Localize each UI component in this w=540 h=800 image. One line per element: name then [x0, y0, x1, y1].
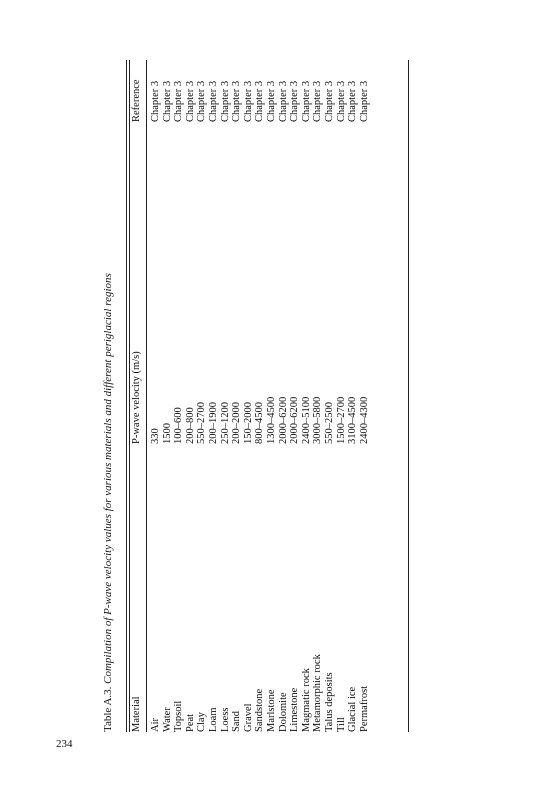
cell-material: Limestone [289, 687, 301, 732]
table-row [231, 60, 243, 732]
cell-reference: Chapter 3 [231, 80, 243, 122]
cell-velocity: 1300–4500 [265, 396, 277, 444]
cell-reference: Chapter 3 [173, 80, 185, 122]
cell-material: Air [150, 718, 161, 732]
table-row [359, 60, 371, 732]
cell-velocity: 2400–5100 [300, 396, 312, 444]
cell-velocity: 250–1200 [219, 402, 231, 444]
cell-material: Glacial ice [347, 686, 359, 732]
table-row [196, 60, 208, 732]
cell-reference: Chapter 3 [265, 80, 277, 122]
cell-velocity: 2000–6200 [277, 396, 289, 444]
cell-velocity: 330 [150, 428, 161, 444]
cell-velocity: 1500 [161, 423, 173, 444]
cell-velocity: 550–2700 [196, 402, 208, 444]
cell-material: Marlstone [265, 689, 277, 732]
cell-reference: Chapter 3 [358, 80, 370, 122]
cell-velocity: 800–4500 [254, 402, 266, 444]
cell-reference: Chapter 3 [196, 80, 208, 122]
cell-material: Loam [207, 707, 219, 732]
table-row [208, 60, 220, 732]
table-row [173, 60, 185, 732]
cell-velocity: 200–800 [184, 407, 196, 444]
cell-reference: Chapter 3 [335, 80, 347, 122]
cell-material: Dolomite [277, 692, 289, 732]
cell-reference: Chapter 3 [323, 80, 335, 122]
cell-material: Sandstone [254, 688, 266, 732]
cell-velocity: 150–2000 [242, 402, 254, 444]
table-caption [102, 273, 114, 732]
table-row [243, 60, 255, 732]
cell-reference: Chapter 3 [312, 80, 324, 122]
table-row [324, 60, 336, 732]
caption-text: Compilation of P-wave velocity values for various materials and different periglacial regions [102, 273, 114, 684]
cell-velocity: 200–1900 [207, 402, 219, 444]
cell-material: Magmatic rock [300, 668, 312, 732]
cell-material: Clay [196, 712, 208, 732]
cell-velocity: 100–600 [173, 407, 185, 444]
cell-material: Gravel [242, 703, 254, 732]
table-row [220, 60, 232, 732]
cell-reference: Chapter 3 [161, 80, 173, 122]
cell-reference: Chapter 3 [347, 80, 359, 122]
cell-material: Peat [184, 713, 196, 732]
table-body [150, 60, 370, 732]
table-row [301, 60, 313, 732]
cell-material: Till [335, 717, 347, 732]
table-row [347, 60, 359, 732]
table-row [289, 60, 301, 732]
cell-velocity: 3100–4500 [347, 396, 359, 444]
cell-material: Topsoil [173, 700, 185, 732]
bottom-rule [408, 60, 409, 732]
cell-reference: Chapter 3 [254, 80, 266, 122]
cell-material: Water [161, 707, 173, 732]
cell-velocity: 550–2500 [323, 402, 335, 444]
cell-reference: Chapter 3 [184, 80, 196, 122]
rotated-table-block [102, 60, 410, 732]
cell-velocity: 2000–6200 [289, 396, 301, 444]
cell-velocity: 1500–2700 [335, 396, 347, 444]
cell-reference: Chapter 3 [150, 80, 161, 122]
top-rule-double [129, 60, 130, 732]
table-row [312, 60, 324, 732]
top-rule [126, 60, 127, 732]
cell-velocity: 2400–4300 [358, 396, 370, 444]
cell-reference: Chapter 3 [300, 80, 312, 122]
page-number: 234 [56, 738, 73, 750]
table-row [254, 60, 266, 732]
cell-material: Loess [219, 707, 231, 732]
cell-material: Talus deposits [323, 672, 335, 732]
table-row [278, 60, 290, 732]
cell-reference: Chapter 3 [289, 80, 301, 122]
header-rule [146, 60, 147, 732]
table-row [336, 60, 348, 732]
table-row [185, 60, 197, 732]
caption-label: Table A.3. [102, 686, 114, 732]
header-reference: Reference [131, 79, 142, 122]
header-material: Material [131, 696, 142, 732]
header-velocity: P-wave velocity (m/s) [131, 351, 142, 444]
cell-velocity: 3000–5800 [312, 396, 324, 444]
cell-material: Metamorphic rock [312, 654, 324, 732]
table-row [266, 60, 278, 732]
cell-material: Sand [231, 711, 243, 732]
cell-reference: Chapter 3 [207, 80, 219, 122]
cell-velocity: 200–2000 [231, 402, 243, 444]
cell-reference: Chapter 3 [219, 80, 231, 122]
cell-reference: Chapter 3 [277, 80, 289, 122]
table-row [162, 60, 174, 732]
cell-reference: Chapter 3 [242, 80, 254, 122]
cell-material: Permafrost [358, 685, 370, 732]
table-row [150, 60, 162, 732]
